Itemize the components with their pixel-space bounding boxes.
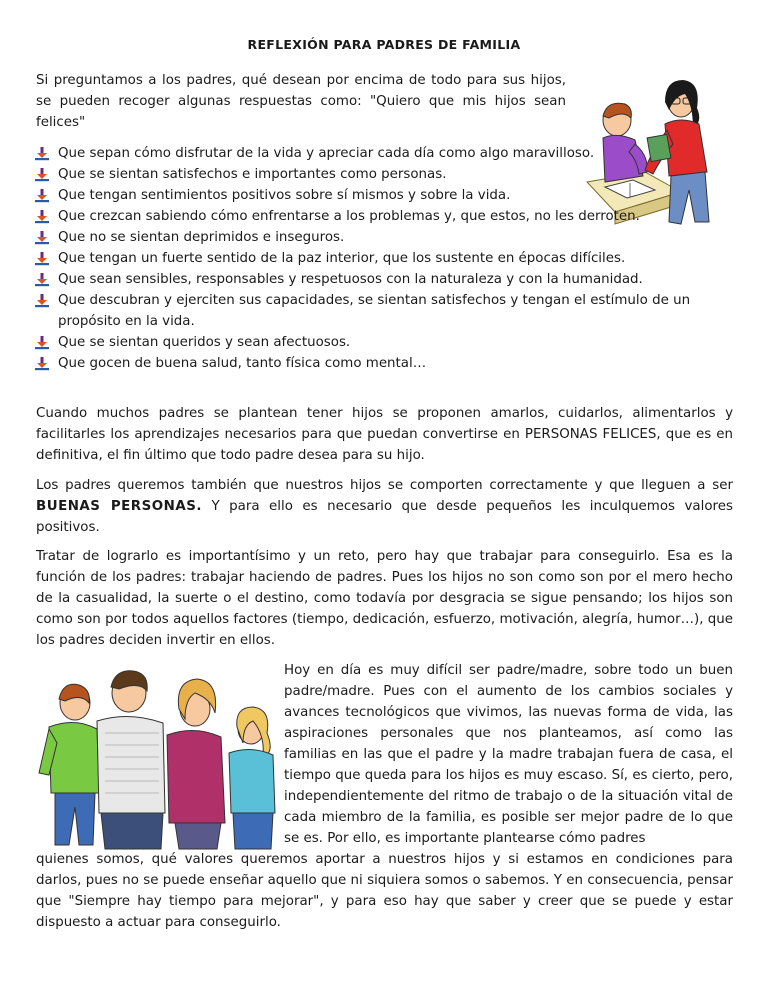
arrow-bullet-icon [34,335,50,350]
list-item: Que descubran y ejerciten sus capacidades, se sientan satisfechos y tengan el estímulo de un propósito en la vida. [34,290,744,332]
paragraph-reto: Tratar de lograrlo es importantísimo y un reto, pero hay que trabajar para conseguirlo. Esa es la función de los padres: trabajar haciendo de padres. Pues los hijos no son como son por el mero hecho de la casualidad, la suerte o el destino, como todavía por desgracia se sigue pensando; los hijos son como son por todos aquellos factores (tiempo, dedicación, esfuerzo, motivación, alegría, humor…), que los padres deciden invertir en ellos. [36,549,733,648]
list-item: Que gocen de buena salud, tanto física como mental… [34,353,744,374]
list-item: Que tengan sentimientos positivos sobre sí mismos y sobre la vida. [34,185,744,206]
paragraph-felices: Cuando muchos padres se plantean tener hijos se proponen amarlos, cuidarlos, alimentarlos y facilitarles los aprendizajes necesarios para que puedan convertirse en PERSONAS FELICES, que es en definitiva, el fin último que todo padre desea para su hijo. [36,406,733,463]
list-item: Que crezcan sabiendo cómo enfrentarse a los problemas y, que estos, no les derroten. [34,206,744,227]
arrow-bullet-icon [34,272,50,287]
family-illustration [35,663,280,851]
list-item: Que tengan un fuerte sentido de la paz interior, que los sustente en épocas difíciles. [34,248,744,269]
wishes-list [34,143,744,374]
arrow-bullet-icon [34,167,50,182]
paragraph-padre-madre: Hoy en día es muy difícil ser padre/madre, sobre todo un buen padre/madre. Pues con el aumento de los cambios sociales y avances tecnológicos que vivimos, las nuevas forma de vida, las aspiraciones personales que nos planteamos, así como las familias en las que el padre y la madre trabajan fuera de casa, el tiempo que queda para los hijos es muy escaso. Sí, es cierto, pero, independientemente del ritmo de trabajo o de la situación vital de cada miembro de la familia, es posible ser mejor padre de lo que se es. Por ello, es importante plantearse cómo padres [284,663,733,846]
arrow-bullet-icon [34,230,50,245]
list-item: Que se sientan queridos y sean afectuosos. [34,332,744,353]
arrow-bullet-icon [34,251,50,266]
list-item: Que no se sientan deprimidos e inseguros. [34,227,744,248]
arrow-bullet-icon [34,293,50,308]
paragraph-padre-madre-continuation: quienes somos, qué valores queremos aportar a nuestros hijos y si estamos en condiciones para darlos, pues no se puede enseñar aquello que ni siquiera somos o sabemos. Y en consecuencia, pensar que "Siempre hay tiempo para mejorar", y para eso hay que saber y creer que se puede y estar dispuesto a actuar para conseguirlo. [36,852,733,930]
arrow-bullet-icon [34,209,50,224]
list-item: Que sepan cómo disfrutar de la vida y apreciar cada día como algo maravilloso. [34,143,744,164]
paragraph-buenas-personas: Los padres queremos también que nuestros hijos se comporten correctamente y que lleguen a ser BUENAS PERSONAS. Y para ello es necesario que desde pequeños les inculquemos valores positivos. [36,478,733,535]
document-title: REFLEXIÓN PARA PADRES DE FAMILIA [247,37,521,52]
intro-paragraph: Si preguntamos a los padres, qué desean por encima de todo para sus hijos, se pueden recoger algunas respuestas como: "Quiero que mis hijos sean felices" [36,73,566,130]
emphasis-buenas-personas: BUENAS PERSONAS. [36,499,202,514]
arrow-bullet-icon [34,356,50,371]
arrow-bullet-icon [34,188,50,203]
list-item: Que se sientan satisfechos e importantes como personas. [34,164,744,185]
arrow-bullet-icon [34,146,50,161]
list-item: Que sean sensibles, responsables y respetuosos con la naturaleza y con la humanidad. [34,269,744,290]
